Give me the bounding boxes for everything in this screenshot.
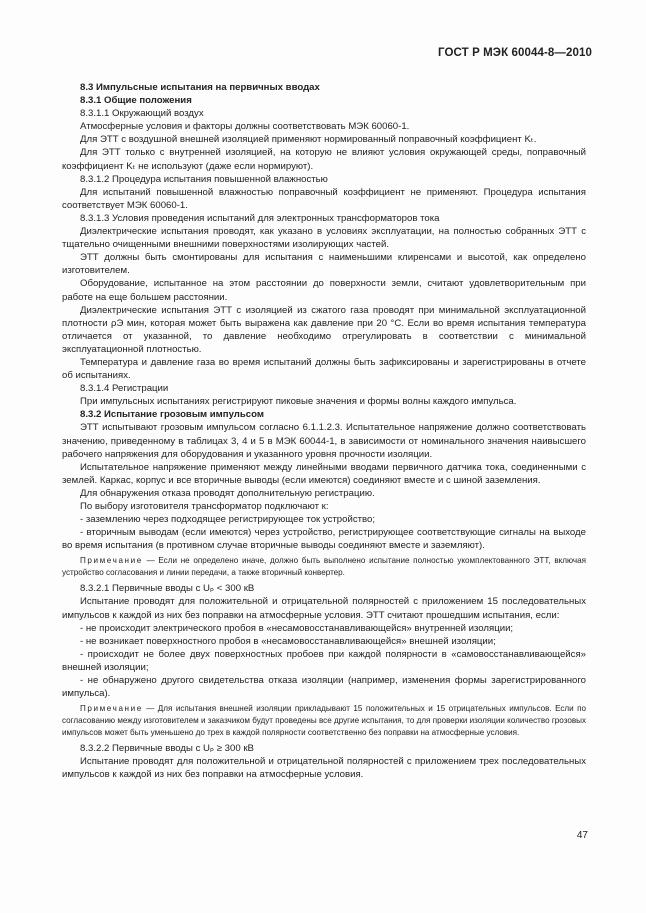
paragraph: Диэлектрические испытания проводят, как указано в условиях эксплуатации, на полностью собранных ЭТТ с тщательно очищенными внешними поверхностями изолирующих частей. xyxy=(62,226,586,251)
note xyxy=(62,555,586,579)
list-item: - заземлению через подходящее регистрирующее ток устройство; xyxy=(80,514,375,526)
list-item: - вторичным выводам (если имеются) через устройство, регистрирующее соответствующие сигналы на выходе во время испытания (в противном случае вторичные выводы соединяют вместе и заземляют). xyxy=(62,527,586,552)
list-item: - не происходит электрического пробоя в «несамовосстанавливающейся» внутренней изоляции; xyxy=(80,622,514,634)
document-header: ГОСТ Р МЭК 60044-8—2010 xyxy=(438,47,592,59)
clause-heading: 8.3.2.2 Первичные вводы с Uₚ ≥ 300 кВ xyxy=(80,743,254,755)
clause-heading: 8.3.1.1 Окружающий воздух xyxy=(80,108,204,120)
paragraph: Испытание проводят для положительной и отрицательной полярностей с приложением 15 последовательных импульсов к каждой из них без поправки на атмосферные условия. ЭТТ считают прошедшим испытания, если: xyxy=(62,596,586,621)
paragraph: Испытание проводят для положительной и отрицательной полярностей с приложением трех последовательных импульсов к каждой из них без поправки на атмосферные условия. xyxy=(62,756,586,781)
note xyxy=(62,703,586,739)
paragraph: По выбору изготовителя трансформатор подключают к: xyxy=(80,501,329,512)
list-item: - не обнаружено другого свидетельства отказа изоляции (например, изменения формы зарегистрированного импульса). xyxy=(62,675,586,700)
paragraph: Для испытаний повышенной влажностью поправочный коэффициент не применяют. Процедура испытания соответствует МЭК 60060-1. xyxy=(62,186,586,211)
note-text: — Для испытания внешней изоляции прикладывают 15 положительных и 15 отрицательных импульсов. Если по согласованию между изготовителем и заказчиком будут проведены все другие испытания, то для проверки изоляции количество грозовых импульсов может быть уменьшено до трех в каждой полярности соответственно без поправки на атмосферные условия. xyxy=(62,704,586,738)
clause-heading: 8.3.1.2 Процедура испытания повышенной влажностью xyxy=(80,173,328,185)
paragraph: ЭТТ должны быть смонтированы для испытания с наименьшими клиренсами и высотой, как определено изготовителем. xyxy=(62,252,586,277)
note-label: Примечание xyxy=(80,704,143,714)
paragraph: Температура и давление газа во время испытаний должны быть зафиксированы и зарегистрированы в отчете об испытаниях. xyxy=(62,356,586,382)
clause-heading: 8.3.2.1 Первичные вводы с Uₚ < 300 кВ xyxy=(80,583,255,595)
paragraph: Для ЭТТ только с внутренней изоляцией, на которую не влияют условия окружающей среды, поправочный коэффициент Kₜ не используют (даже если нормируют). xyxy=(62,147,586,172)
subsection-heading: 8.3.2 Испытание грозовым импульсом xyxy=(80,409,264,421)
section-heading: 8.3 Импульсные испытания на первичных вводах xyxy=(80,82,320,93)
paragraph: Испытательное напряжение применяют между линейными вводами первичного датчика тока, соединенными с землей. Каркас, корпус и все вторичные выводы (если имеются) соединяют вместе и с шиной заземления. xyxy=(62,461,586,486)
list-item: - не возникает поверхностного пробоя в «несамовосстанавливающейся» внешней изоляции; xyxy=(80,635,496,647)
paragraph: ЭТТ испытывают грозовым импульсом согласно 6.1.1.2.3. Испытательное напряжение должно соответствовать значению, приведенному в таблицах 3, 4 и 5 в МЭК 60044-1, в зависимости от номинального значения наивысшего рабочего напряжения для оборудования и указанного уровня прочности изоляции. xyxy=(62,422,586,460)
paragraph: Для ЭТТ с воздушной внешней изоляцией применяют нормированный поправочный коэффициент Kₜ. xyxy=(80,134,537,146)
paragraph: При импульсных испытаниях регистрируют пиковые значения и формы волны каждого импульса. xyxy=(80,396,517,408)
list-item: - происходит не более двух поверхностных пробоев при каждой полярности в «самовосстанавливающейся» внешней изоляции; xyxy=(62,648,586,673)
paragraph: Атмосферные условия и факторы должны соответствовать МЭК 60060-1. xyxy=(80,121,410,133)
note-label: Примечание xyxy=(80,556,143,566)
note-text: — Если не определено иначе, должно быть выполнено испытание полностью укомплектованного ЭТТ, включая устройство согласования и линии передачи, а также вторичный конвертер. xyxy=(62,556,586,578)
subsection-heading: 8.3.1 Общие положения xyxy=(80,95,192,107)
clause-heading: 8.3.1.4 Регистрации xyxy=(80,383,169,395)
paragraph: Оборудование, испытанное на этом расстоянии до поверхности земли, считают удовлетворительным при работе на еще большем расстоянии. xyxy=(62,278,586,303)
clause-heading: 8.3.1.3 Условия проведения испытаний для электронных трансформаторов тока xyxy=(80,212,440,224)
paragraph: Диэлектрические испытания ЭТТ с изоляцией из сжатого газа проводят при минимальной эксплуатационной плотности ρЭ мин, которая может быть выражена как давление при 20 °С. Если во время испытания температура отличается от указанной, то давление необходимо отрегулировать в соответствии с минимальной эксплуатационной плотностью. xyxy=(62,304,586,355)
paragraph: Для обнаружения отказа проводят дополнительную регистрацию. xyxy=(80,487,375,499)
document-body xyxy=(62,81,586,782)
page-number: 47 xyxy=(576,830,588,841)
